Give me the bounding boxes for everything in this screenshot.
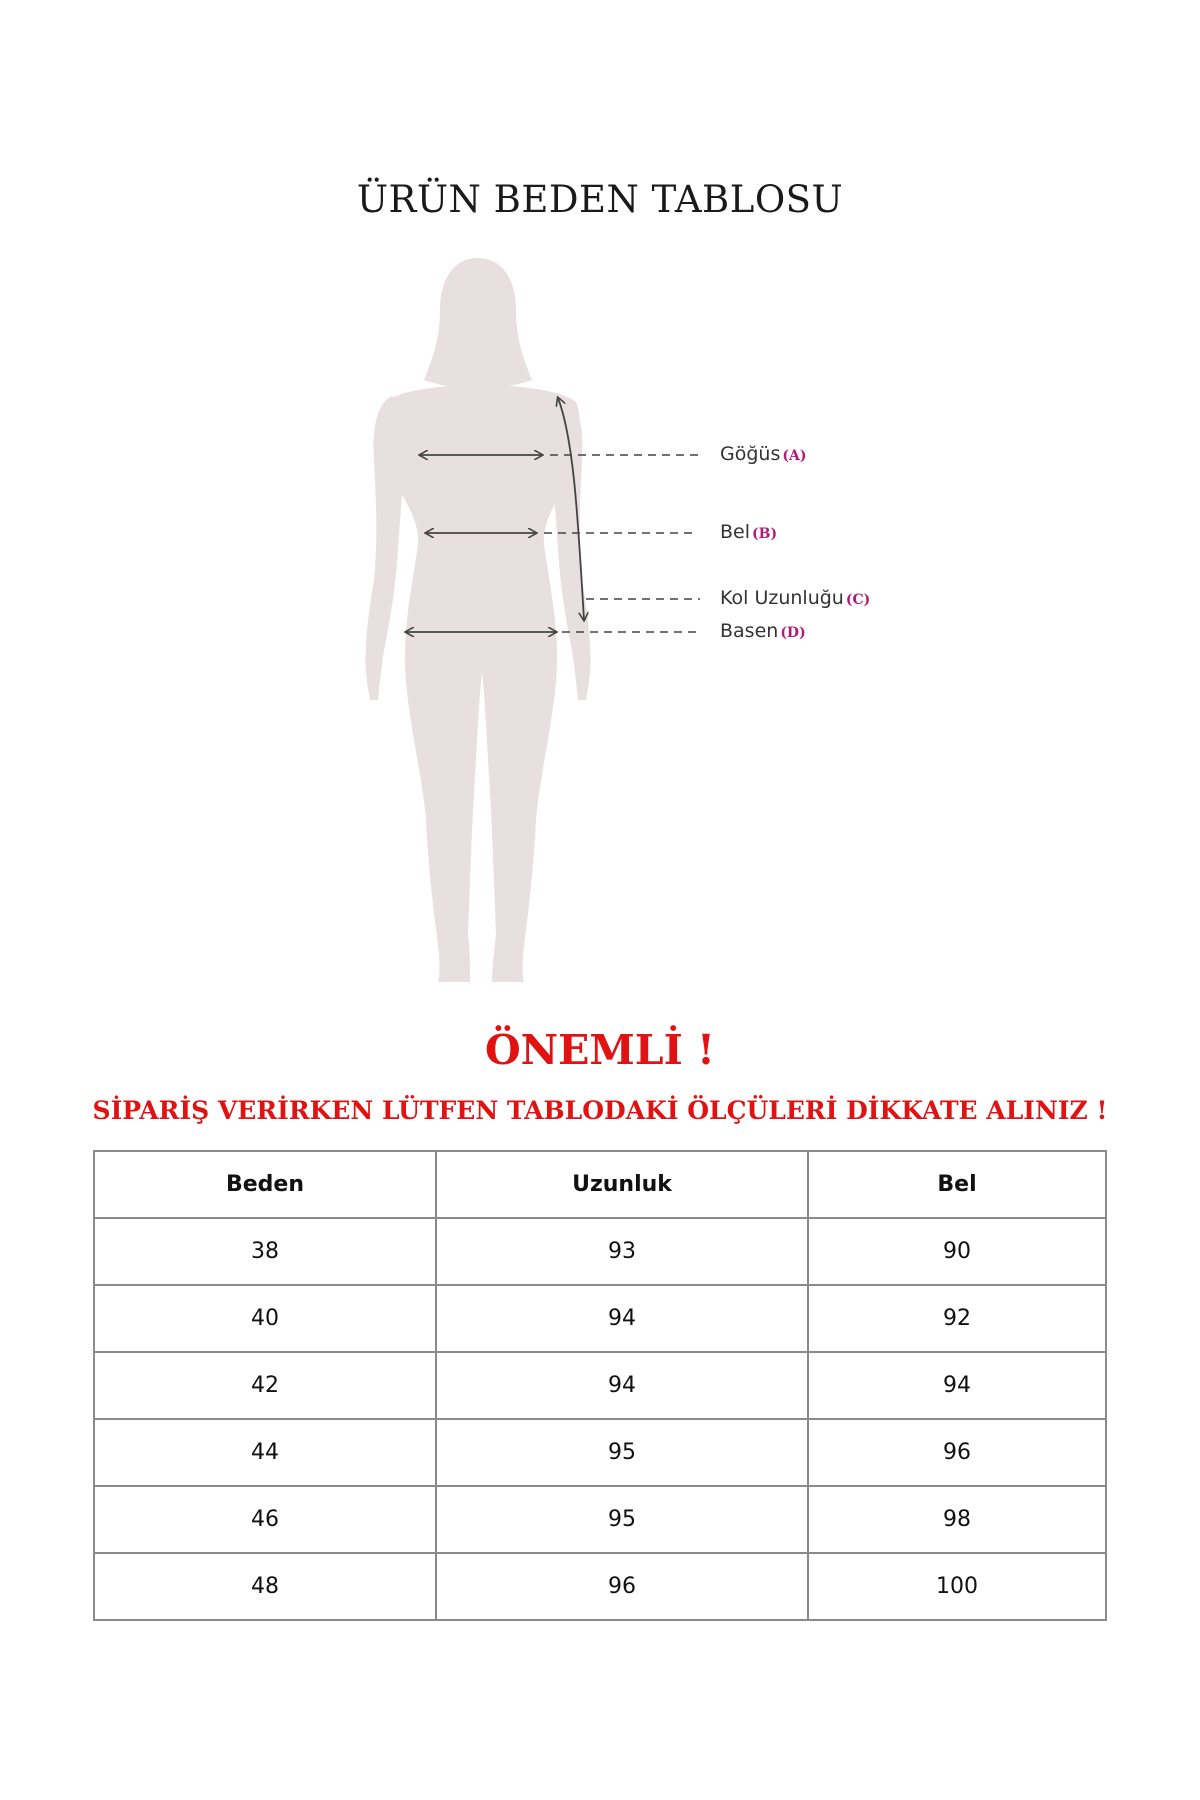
cell-size: 42 <box>94 1352 436 1419</box>
table-row <box>94 1486 1106 1553</box>
cell-size: 40 <box>94 1285 436 1352</box>
cell-length: 94 <box>436 1285 808 1352</box>
measure-tag: (B) <box>752 526 778 542</box>
important-heading: ÖNEMLİ ! <box>484 1026 716 1074</box>
table-row <box>94 1285 1106 1352</box>
measure-name: Basen <box>720 620 779 642</box>
cell-size: 48 <box>94 1553 436 1620</box>
cell-waist: 90 <box>808 1218 1106 1285</box>
measure-tag: (A) <box>782 448 807 464</box>
order-notice: SİPARİŞ VERİRKEN LÜTFEN TABLODAKİ ÖLÇÜLERİ DİKKATE ALINIZ ! <box>92 1096 1108 1125</box>
cell-length: 94 <box>436 1352 808 1419</box>
measure-label-chest <box>720 443 806 465</box>
cell-size: 46 <box>94 1486 436 1553</box>
measure-tag: (D) <box>780 625 806 641</box>
cell-waist: 98 <box>808 1486 1106 1553</box>
measure-label-hip <box>720 620 806 642</box>
cell-waist: 100 <box>808 1553 1106 1620</box>
cell-size: 38 <box>94 1218 436 1285</box>
cell-waist: 92 <box>808 1285 1106 1352</box>
table-row <box>94 1218 1106 1285</box>
cell-length: 95 <box>436 1486 808 1553</box>
cell-length: 93 <box>436 1218 808 1285</box>
measure-label-waist <box>720 521 777 543</box>
measure-label-sleeve <box>720 587 870 609</box>
size-table <box>93 1150 1107 1621</box>
measure-name: Bel <box>720 521 751 543</box>
cell-size: 44 <box>94 1419 436 1486</box>
table-row <box>94 1553 1106 1620</box>
column-header-length: Uzunluk <box>436 1151 808 1218</box>
measure-name: Kol Uzunluğu <box>720 587 844 609</box>
cell-length: 96 <box>436 1553 808 1620</box>
cell-length: 95 <box>436 1419 808 1486</box>
table-row <box>94 1352 1106 1419</box>
table-row <box>94 1419 1106 1486</box>
page-title: ÜRÜN BEDEN TABLOSU <box>356 178 844 221</box>
column-header-waist: Bel <box>808 1151 1106 1218</box>
cell-waist: 94 <box>808 1352 1106 1419</box>
column-header-size: Beden <box>94 1151 436 1218</box>
cell-waist: 96 <box>808 1419 1106 1486</box>
measure-name: Göğüs <box>720 443 781 465</box>
measure-tag: (C) <box>845 592 871 608</box>
table-header-row <box>94 1151 1106 1218</box>
